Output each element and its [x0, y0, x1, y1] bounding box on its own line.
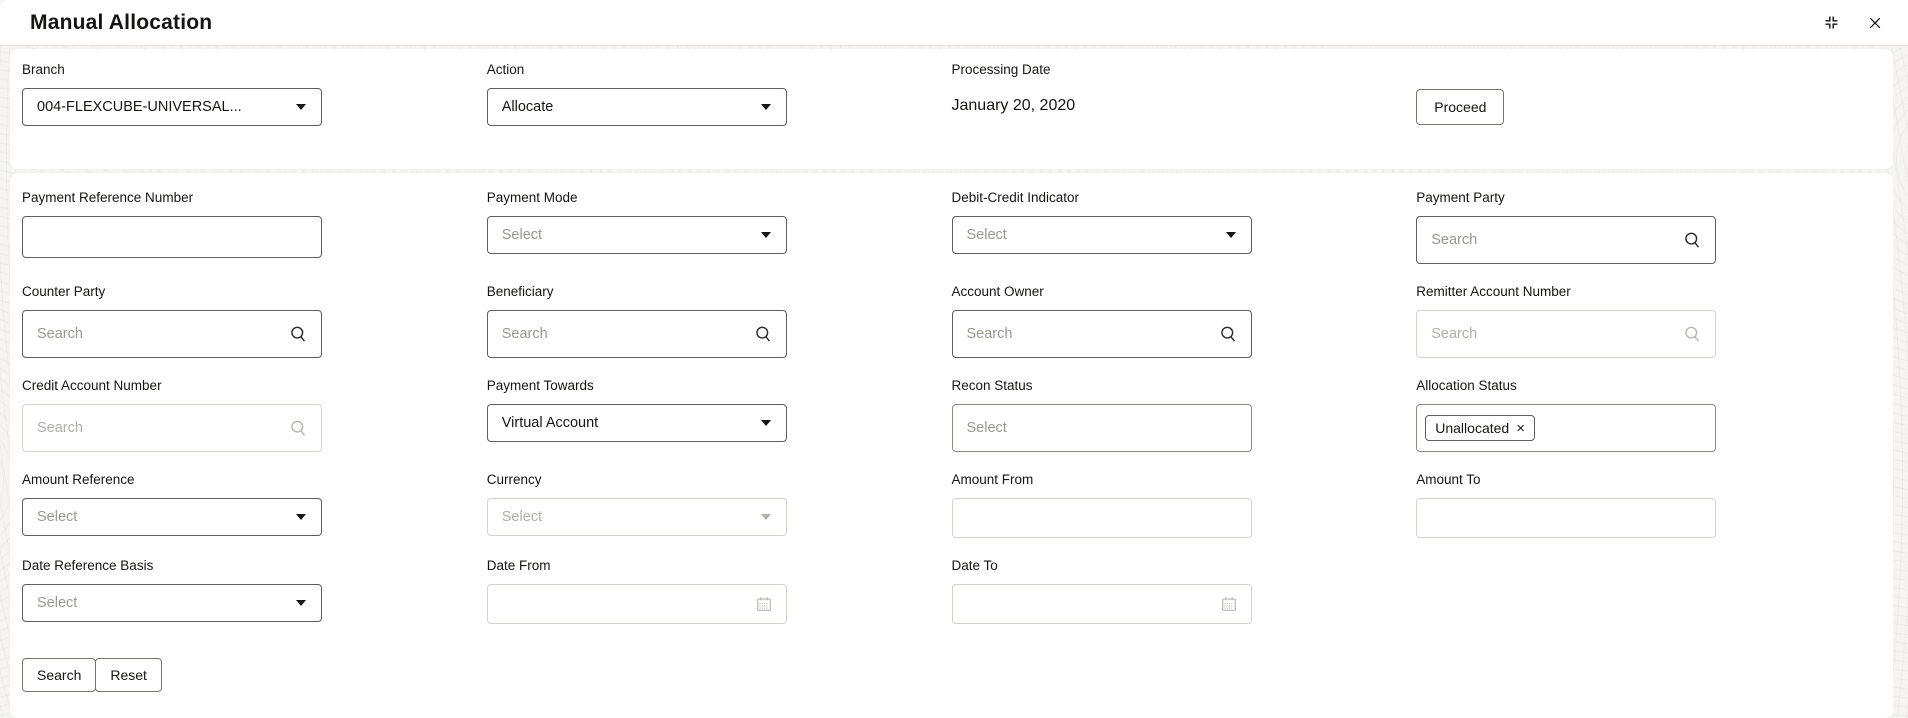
chip-remove-icon[interactable]: ×: [1516, 419, 1525, 437]
action-label: Action: [486, 62, 525, 77]
collapse-icon-glyph: [1823, 14, 1840, 31]
payment-towards-label: Payment Towards: [486, 378, 594, 393]
date-from-field: [487, 584, 787, 624]
branch-select[interactable]: [22, 88, 322, 126]
processing-date-group: [952, 62, 1417, 126]
account-owner-group: [952, 284, 1417, 358]
action-value: Allocate: [501, 99, 554, 115]
filter-row-4: [10, 472, 1893, 538]
amount-from-label: Amount From: [951, 472, 1034, 487]
amount-from-input[interactable]: [953, 499, 1251, 537]
date-reference-basis-group: [22, 558, 487, 624]
search-icon: [1683, 325, 1702, 344]
allocation-status-chip: [1425, 415, 1535, 441]
search-button[interactable]: Search: [22, 658, 96, 692]
chevron-down-icon: [761, 420, 771, 426]
page-title: Manual Allocation: [30, 10, 213, 34]
remitter-account-number-label: Remitter Account Number: [1416, 284, 1571, 299]
payment-towards-value: Virtual Account: [501, 415, 599, 431]
recon-status-placeholder: Select: [966, 420, 1007, 436]
processing-date-value: January 20, 2020: [951, 97, 1076, 114]
beneficiary-field: [487, 310, 787, 358]
search-icon[interactable]: [1219, 325, 1238, 344]
amount-reference-group: [22, 472, 487, 538]
proceed-button[interactable]: Proceed: [1416, 89, 1504, 125]
branch-field-group: [22, 62, 487, 126]
payment-mode-label: Payment Mode: [486, 190, 578, 205]
header-actions: [1820, 12, 1886, 34]
amount-reference-placeholder: Select: [37, 509, 78, 525]
amount-reference-label: Amount Reference: [22, 472, 135, 487]
counter-party-group: [22, 284, 487, 358]
debit-credit-indicator-label: Debit-Credit Indicator: [951, 190, 1080, 205]
date-to-group: [952, 558, 1417, 624]
close-icon[interactable]: [1864, 12, 1886, 34]
account-owner-label: Account Owner: [951, 284, 1044, 299]
date-to-input[interactable]: [953, 585, 1220, 623]
date-from-label: Date From: [486, 558, 551, 573]
allocation-action-panel: [10, 49, 1893, 169]
debit-credit-indicator-placeholder: Select: [966, 227, 1007, 243]
search-icon: [289, 419, 308, 438]
date-reference-basis-label: Date Reference Basis: [22, 558, 154, 573]
date-to-label: Date To: [951, 558, 998, 573]
payment-mode-select[interactable]: [487, 216, 787, 254]
account-owner-field: [952, 310, 1252, 358]
credit-account-number-group: [22, 378, 487, 452]
debit-credit-indicator-select[interactable]: [952, 216, 1252, 254]
payment-mode-placeholder: Select: [501, 227, 543, 243]
action-field-group: [487, 62, 952, 126]
remitter-account-number-input: [1417, 311, 1683, 357]
chevron-down-icon: [296, 514, 306, 520]
payment-towards-select[interactable]: [487, 404, 787, 442]
filter-row-3: [10, 378, 1893, 452]
currency-group: [487, 472, 952, 538]
processing-date-label: Processing Date: [951, 62, 1051, 77]
close-icon-glyph: [1867, 15, 1883, 31]
branch-value: 004-FLEXCUBE-UNIVERSAL...: [37, 99, 242, 115]
amount-to-field: [1416, 498, 1716, 538]
payment-reference-number-group: [22, 190, 487, 264]
debit-credit-indicator-group: [952, 190, 1417, 264]
payment-party-input[interactable]: [1417, 217, 1683, 263]
date-from-group: [487, 558, 952, 624]
filter-row-1: [10, 190, 1893, 264]
counter-party-label: Counter Party: [22, 284, 106, 299]
credit-account-number-field: [22, 404, 322, 452]
date-from-input[interactable]: [488, 585, 755, 623]
chevron-down-icon: [761, 232, 771, 238]
currency-select: [487, 498, 787, 536]
filter-row-2: [10, 284, 1893, 358]
chevron-down-icon: [296, 104, 306, 110]
payment-party-group: [1416, 190, 1881, 264]
calendar-icon[interactable]: [755, 595, 773, 613]
currency-label: Currency: [486, 472, 542, 487]
allocation-status-select[interactable]: [1416, 404, 1716, 452]
date-reference-basis-placeholder: Select: [37, 595, 78, 611]
proceed-group: [1416, 62, 1881, 126]
calendar-icon[interactable]: [1220, 595, 1238, 613]
empty-cell: [1416, 558, 1881, 624]
search-icon[interactable]: [289, 325, 308, 344]
payment-towards-group: [487, 378, 952, 452]
payment-party-label: Payment Party: [1416, 190, 1505, 205]
amount-reference-select[interactable]: [22, 498, 322, 536]
reset-button[interactable]: Reset: [95, 658, 162, 692]
payment-reference-number-label: Payment Reference Number: [22, 190, 194, 205]
amount-to-input[interactable]: [1417, 499, 1715, 537]
payment-party-field: [1416, 216, 1716, 264]
search-icon[interactable]: [754, 325, 773, 344]
recon-status-group: [952, 378, 1417, 452]
search-filter-panel: [10, 173, 1893, 718]
chevron-down-icon: [761, 104, 771, 110]
amount-to-group: [1416, 472, 1881, 538]
recon-status-select[interactable]: [952, 404, 1252, 452]
beneficiary-label: Beneficiary: [486, 284, 554, 299]
filter-row-5: [10, 558, 1893, 624]
search-icon[interactable]: [1683, 231, 1702, 250]
amount-from-field: [952, 498, 1252, 538]
account-owner-input[interactable]: [953, 311, 1219, 357]
payment-reference-number-input[interactable]: [23, 217, 321, 257]
allocation-status-group: [1416, 378, 1881, 452]
action-select[interactable]: [487, 88, 787, 126]
payment-reference-number-field: [22, 216, 322, 258]
credit-account-number-input: [23, 405, 289, 451]
chevron-down-icon: [1226, 232, 1236, 238]
date-to-field: [952, 584, 1252, 624]
branch-label: Branch: [22, 62, 65, 77]
remitter-account-number-field: [1416, 310, 1716, 358]
recon-status-label: Recon Status: [951, 378, 1033, 393]
date-reference-basis-select[interactable]: [22, 584, 322, 622]
amount-from-group: [952, 472, 1417, 538]
credit-account-number-label: Credit Account Number: [22, 378, 162, 393]
filter-actions: [10, 658, 1893, 692]
window-header: [0, 0, 1908, 46]
allocation-status-label: Allocation Status: [1416, 378, 1517, 393]
beneficiary-input[interactable]: [488, 311, 754, 357]
currency-placeholder: Select: [501, 509, 543, 525]
remitter-account-number-group: [1416, 284, 1881, 358]
beneficiary-group: [487, 284, 952, 358]
manual-allocation-body: [10, 49, 1893, 718]
counter-party-input[interactable]: [23, 311, 289, 357]
chip-label: Unallocated: [1435, 420, 1510, 436]
counter-party-field: [22, 310, 322, 358]
chevron-down-icon: [761, 514, 771, 520]
payment-mode-group: [487, 190, 952, 264]
collapse-window-icon[interactable]: [1820, 12, 1842, 34]
chevron-down-icon: [296, 600, 306, 606]
amount-to-label: Amount To: [1416, 472, 1481, 487]
